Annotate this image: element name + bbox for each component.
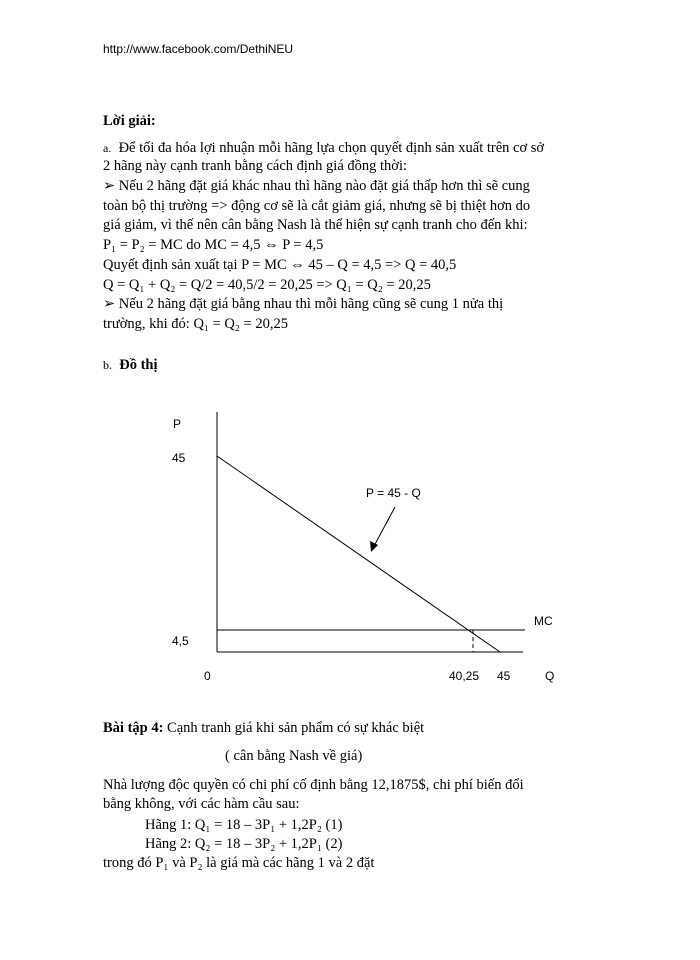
y-tick-45: 45 (172, 451, 186, 465)
exercise-line-2: bằng không, với các hàm cầu sau: (103, 796, 300, 812)
mc-label: MC (534, 614, 553, 628)
x-tick-40-25: 40,25 (449, 669, 480, 683)
part-a-text-9: Nếu 2 hãng đặt giá bằng nhau thì mỗi hãng cũng sẽ cung 1 nửa thị (118, 296, 504, 312)
solution-heading: Lời giải: (103, 113, 156, 129)
header-url[interactable]: http://www.facebook.com/DethiNEU (103, 42, 294, 56)
part-a-line-10: trường, khi đó: Q₁ = Q₂ = 20,25 (103, 316, 288, 332)
arrow-bullet-icon: ➢ (103, 296, 116, 312)
demand-arrow-line (373, 507, 395, 548)
part-b-title: Đồ thị (119, 357, 158, 373)
part-b-label: b. (103, 358, 112, 372)
part-a-line-2: 2 hãng này cạnh tranh bằng cách định giá đồng thời: (103, 158, 408, 174)
part-a-line-5: giá giảm, vì thế nên cân bằng Nash là thể hiện sự cạnh tranh cho đến khi: (103, 217, 528, 233)
y-tick-4-5: 4,5 (172, 634, 189, 648)
part-a-line-7: Quyết định sản xuất tại P = MC ⇔ 45 – Q = 4,5 => Q = 40,5 (103, 257, 457, 273)
part-a-line-4: toàn bộ thị trường => động cơ sẽ là cắt giảm giá, nhưng sẽ bị thiệt hơn do (103, 198, 531, 214)
x-axis-label: Q (545, 669, 555, 683)
series-demand-line (217, 456, 500, 652)
exercise-line-5: trong đó P₁ và P₂ là giá mà các hãng 1 và 2 đặt (103, 855, 375, 871)
x-tick-0: 0 (204, 669, 211, 683)
demand-label: P = 45 - Q (366, 486, 421, 500)
part-a-label: a. (103, 141, 112, 155)
exercise-title-rest: Cạnh tranh giá khi sản phẩm có sự khác biệt (163, 720, 425, 736)
part-a-line-6: P₁ = P₂ = MC do MC = 4,5 ⇔ P = 4,5 (103, 237, 324, 253)
arrow-bullet-icon: ➢ (103, 178, 116, 194)
part-a-text-1: Để tối đa hóa lợi nhuận mỗi hãng lựa chọn quyết định sản xuất trên cơ sở (118, 140, 545, 156)
exercise-title-bold: Bài tập 4: (103, 720, 164, 736)
exercise-subtitle: ( cân bằng Nash về giá) (225, 748, 363, 764)
x-tick-45: 45 (497, 669, 511, 683)
exercise-line-3: Hãng 1: Q₁ = 18 – 3P₁ + 1,2P₂ (1) (145, 817, 343, 833)
exercise-title (103, 719, 424, 737)
exercise-line-4: Hãng 2: Q₂ = 18 – 3P₂ + 1,2P₁ (2) (145, 836, 343, 852)
part-a-text-3: Nếu 2 hãng đặt giá khác nhau thì hãng nào đặt giá thấp hơn thì sẽ cung (118, 178, 530, 194)
part-a-line-8: Q = Q₁ + Q₂ = Q/2 = 40,5/2 = 20,25 => Q₁ = Q₂ = 20,25 (103, 277, 431, 293)
exercise-line-1: Nhà lượng độc quyền có chi phí cố định bằng 12,1875$, chi phí biến đổi (103, 777, 524, 793)
demand-arrow-head-icon (370, 541, 378, 552)
y-axis-label: P (173, 417, 182, 431)
